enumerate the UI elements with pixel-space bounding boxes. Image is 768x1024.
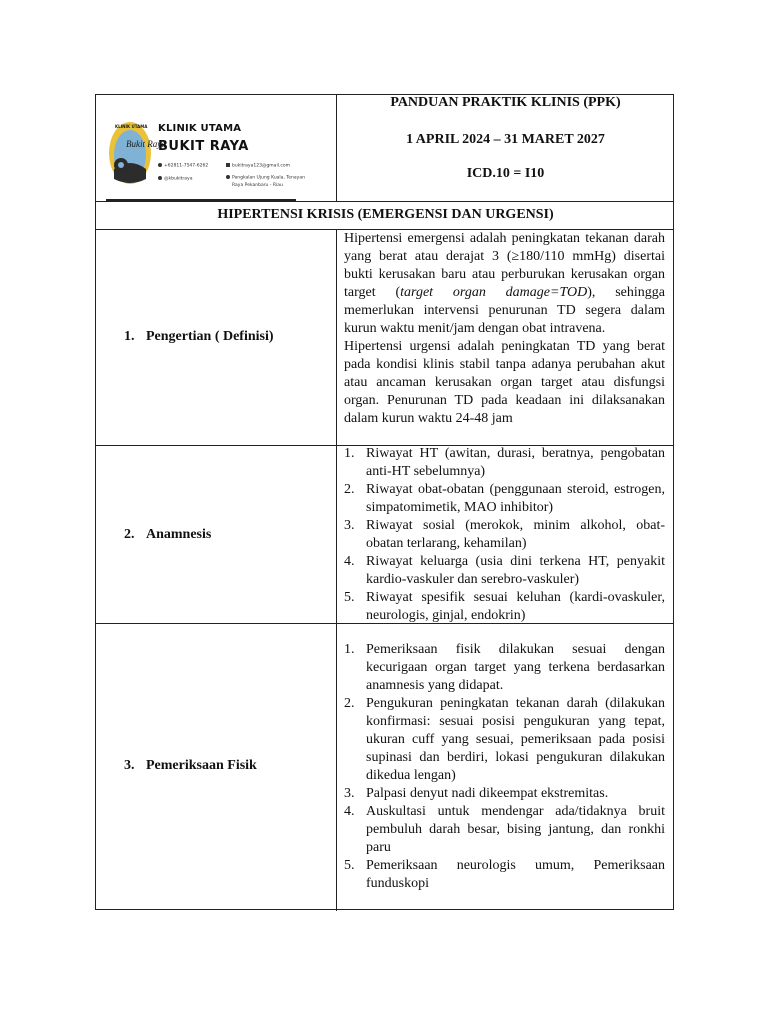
clinic-instagram [158,176,192,182]
row-label-text: Pemeriksaan Fisik [146,758,257,773]
list-text: Palpasi denyut nadi dikeempat ekstremitas. [366,786,609,801]
logo-underline [106,199,296,201]
document-title: PANDUAN PRAKTIK KLINIS (PPK) [390,95,621,110]
list-item [344,641,665,695]
logo-emblem-text: Bukit Raya [126,139,166,149]
email-icon [226,163,230,167]
clinic-address-line2: Raya Pekanbaru - Riau [232,183,283,188]
definisi-text-b: ), sehingga memerlukan intervensi penurunan TD segera dalam kurun waktu menit/jam dengan obat intravena. [344,285,665,336]
list-item [344,695,665,785]
row-label-pemeriksaan-fisik [124,758,324,774]
document-period: 1 APRIL 2024 – 31 MARET 2027 [406,132,605,147]
list-text: Pemeriksaan neurologis umum, Pemeriksaan funduskopi [366,858,665,891]
phone-icon [158,163,162,167]
definisi-text-a: Hipertensi emergensi adalah peningkatan tekanan darah yang berat atau derajat 3 (≥180/110 mmHg) disertai bukti kerusakan baru atau perburukan kerusakan organ target ( [344,231,665,300]
ppk-document [95,94,674,910]
list-number: 1. [344,642,355,657]
list-number: 2. [344,482,355,497]
header-divider [96,201,673,202]
definisi-paragraph-2: Hipertensi urgensi adalah peningkatan TD yang berat pada kondisi klinis stabil tanpa adanya perubahan akut atau ancaman kerusakan organ target atau disfungsi organ. Penurunan TD pada keadaan ini dilaksanakan dalam kurun waktu 24-48 jam [344,339,665,426]
list-number: 3. [344,518,355,533]
row-number: 3. [124,758,135,773]
clinic-address-line1 [226,175,305,181]
section-title: HIPERTENSI KRISIS (EMERGENSI DAN URGENSI) [217,207,554,222]
location-pin-icon [226,175,230,179]
list-number: 5. [344,590,355,605]
list-item [344,553,665,589]
clinic-phone [158,163,208,169]
clinic-name-line1: KLINIK UTAMA [158,123,242,134]
clinic-instagram-text: @kbukitraya [164,176,193,182]
clinic-logo-block [106,111,305,201]
row-number: 1. [124,329,135,344]
anamnesis-list [344,445,665,625]
logo-arc-text: KLINIK UTAMA [115,124,148,129]
clinic-email [226,163,290,169]
clinic-email-text: bukitraya123@gmail.com [232,163,290,169]
list-number: 2. [344,696,355,711]
list-item [344,517,665,553]
row-label-text: Anamnesis [146,527,212,542]
list-text: Pemeriksaan fisik dilakukan sesuai dengan kecurigaan organ target yang terkena berdasarkan anamnesis yang didapat. [366,642,665,693]
list-text: Riwayat sosial (merokok, minim alkohol, obat-obatan terlarang, kehamilan) [366,518,665,551]
list-text: Riwayat HT (awitan, durasi, beratnya, pengobatan anti-HT sebelumnya) [366,446,665,479]
pemeriksaan-fisik-list [344,641,665,893]
anamnesis-content [344,445,665,625]
definisi-text-italic: target organ damage=TOD [400,285,588,300]
list-number: 5. [344,858,355,873]
list-number: 1. [344,446,355,461]
clinic-address-text-1: Pangkalan Ujung Kuala, Tenayan [232,175,305,181]
definisi-content [344,230,665,428]
row-label-definisi [124,329,324,345]
row-number: 2. [124,527,135,542]
pemeriksaan-fisik-content [344,641,665,893]
list-number: 4. [344,554,355,569]
list-number: 4. [344,804,355,819]
list-item [344,445,665,481]
instagram-icon [158,176,162,180]
list-number: 3. [344,786,355,801]
list-text: Riwayat keluarga (usia dini terkena HT, penyakit kardio-vaskuler dan serebro-vaskuler) [366,554,665,587]
row-label-anamnesis [124,527,324,543]
document-icd: ICD.10 = I10 [466,166,545,181]
list-item [344,857,665,893]
definisi-paragraph-1 [344,230,665,338]
list-item [344,785,665,803]
list-text: Riwayat obat-obatan (penggunaan steroid, estrogen, simpatomimetik, MAO inhibitor) [366,482,665,515]
list-text: Auskultasi untuk mendengar ada/tidaknya bruit pembuluh darah besar, bising jantung, dan ronkhi paru [366,804,665,855]
list-text: Riwayat spesifik sesuai keluhan (kardi-ovaskuler, neurologis, ginjal, endokrin) [366,590,665,623]
list-item [344,803,665,857]
clinic-phone-text: +62811-7547-6262 [164,163,209,169]
list-text: Pengukuran peningkatan tekanan darah (dilakukan konfirmasi: sesuai posisi pengukuran yang tepat, ukuran cuff yang sesuai, pemeriksaan pada posisi supinasi dan berdiri, lokasi pengukuran dilakukan dikedua lengan) [366,696,665,783]
clinic-name-line2: BUKIT RAYA [158,139,249,154]
row-label-text: Pengertian ( Definisi) [146,329,274,344]
clinic-logo-emblem-icon [106,117,166,187]
list-item [344,589,665,625]
body-column-divider [336,229,337,911]
list-item [344,481,665,517]
